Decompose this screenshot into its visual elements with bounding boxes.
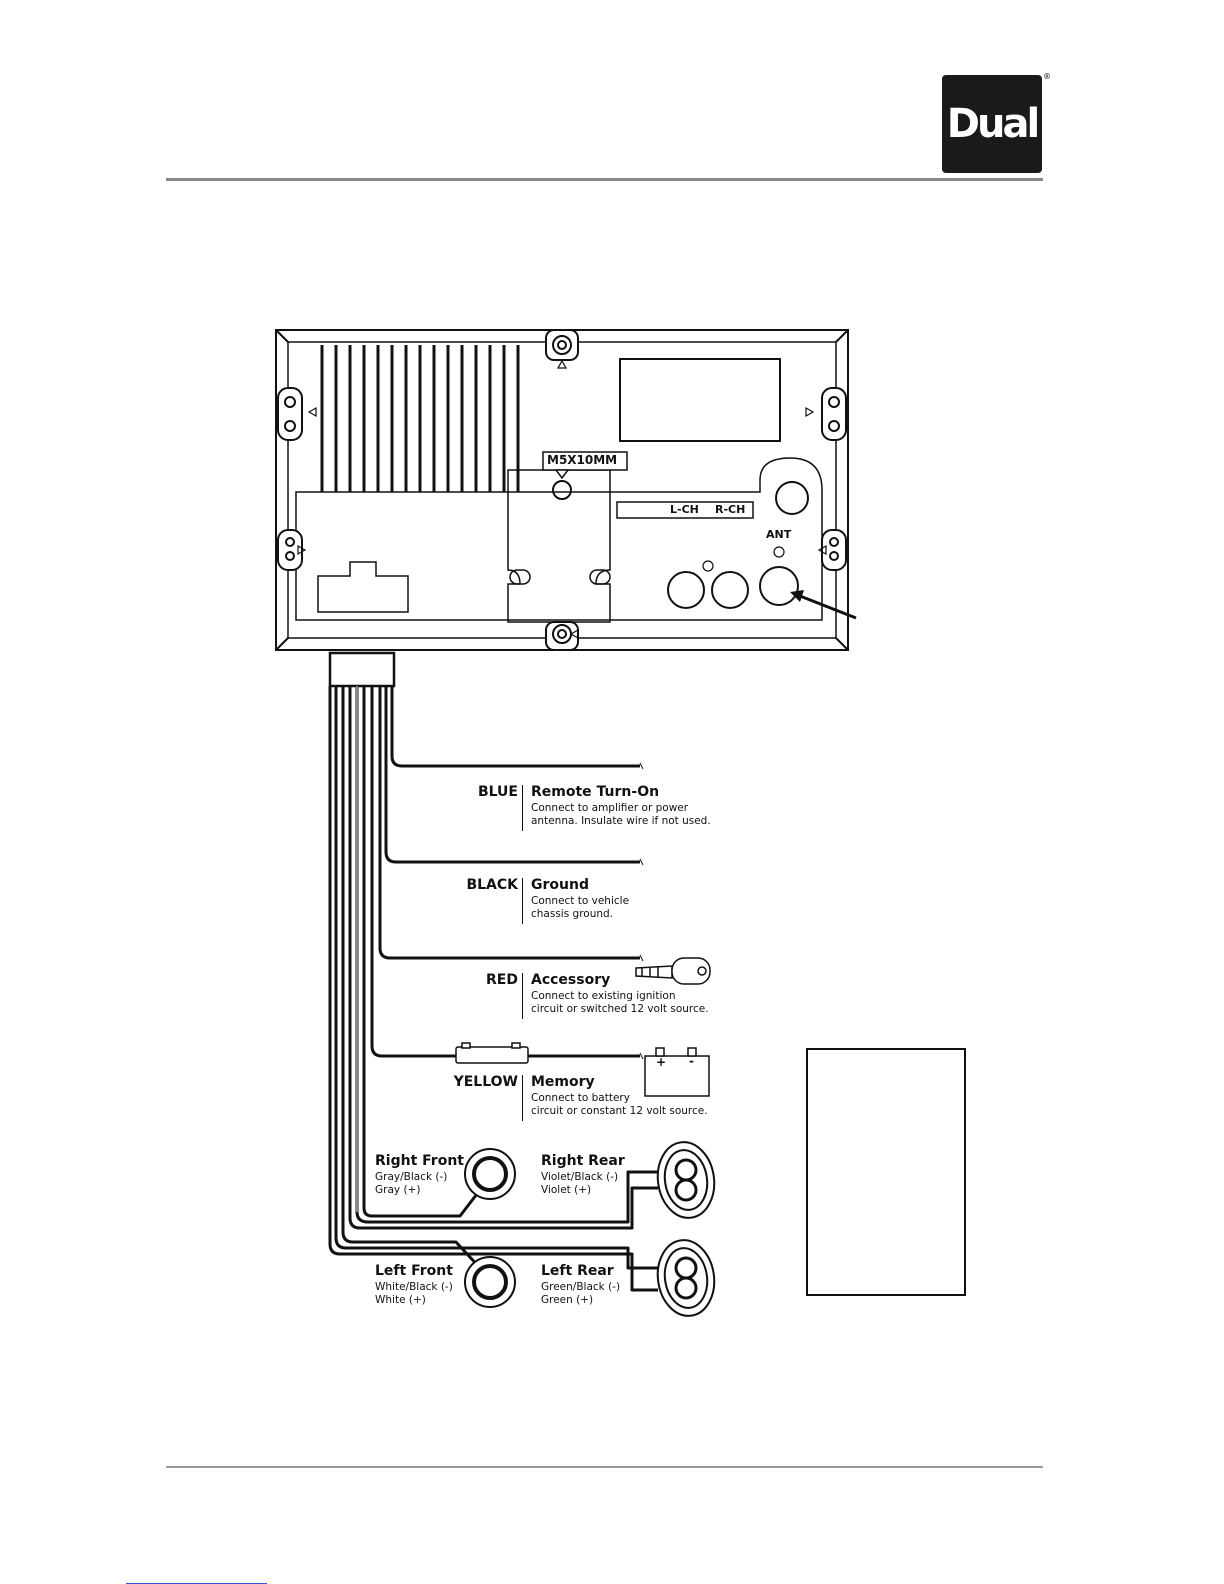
fuse-holder xyxy=(456,1043,528,1063)
speaker-wire-neg: Violet/Black (-) xyxy=(541,1171,619,1183)
wire-function-desc: Connect to existing ignition xyxy=(531,990,676,1002)
wire-function-desc: Connect to battery xyxy=(531,1092,630,1104)
note-box xyxy=(806,1048,966,1296)
wire-function-title: Remote Turn-On xyxy=(531,784,660,800)
antenna-jack xyxy=(760,482,808,605)
harness-plug xyxy=(330,653,394,686)
speaker-wire-pos: Violet (+) xyxy=(541,1184,592,1196)
mounting-bracket xyxy=(508,492,610,622)
screw-size-label: M5X10MM xyxy=(547,453,618,467)
speaker-wire-pos: White (+) xyxy=(375,1294,426,1306)
speaker-title-right-rear: Right Rear xyxy=(541,1153,625,1169)
speaker-wire-pos: Gray (+) xyxy=(375,1184,421,1196)
wire-function-desc: circuit or constant 12 volt source. xyxy=(531,1105,708,1117)
battery-plus-mark: + xyxy=(656,1055,667,1069)
wire-function-desc: Connect to amplifier or power xyxy=(531,802,689,814)
label-divider xyxy=(522,973,523,1019)
speaker-title-right-front: Right Front xyxy=(375,1153,464,1169)
speaker-title-left-front: Left Front xyxy=(375,1263,453,1279)
wire-color-blue: BLUE xyxy=(477,784,518,800)
label-divider xyxy=(522,1075,523,1121)
antenna-label: ANT xyxy=(766,528,792,541)
wire-color-red: RED xyxy=(486,972,518,988)
battery-minus-mark: - xyxy=(689,1054,694,1068)
wire-function-desc: antenna. Insulate wire if not used. xyxy=(531,815,711,827)
wire-function-title: Accessory xyxy=(531,972,611,988)
wire-function-title: Ground xyxy=(531,877,589,893)
speaker-wire-neg: Gray/Black (-) xyxy=(375,1171,448,1183)
label-plate xyxy=(620,359,780,441)
battery-icon xyxy=(645,1048,709,1096)
wire-color-yellow: YELLOW xyxy=(453,1074,518,1090)
harness-socket xyxy=(318,562,408,612)
wire-color-black: BLACK xyxy=(466,877,518,893)
speaker-wire-pos: Green (+) xyxy=(541,1294,594,1306)
speaker-wire-neg: White/Black (-) xyxy=(375,1281,453,1293)
wire-function-desc: Connect to vehicle xyxy=(531,895,630,907)
rear-speakers xyxy=(653,1138,719,1319)
wire-function-desc: chassis ground. xyxy=(531,908,614,920)
label-divider xyxy=(522,878,523,924)
dual-logo: Dual xyxy=(942,75,1042,173)
wire-function-desc: circuit or switched 12 volt source. xyxy=(531,1003,709,1015)
registered-mark: ® xyxy=(1043,72,1051,81)
label-divider xyxy=(522,785,523,831)
rca-left-label: L-CH xyxy=(670,503,699,516)
wire-function-title: Memory xyxy=(531,1074,595,1090)
speaker-title-left-rear: Left Rear xyxy=(541,1263,614,1279)
heatsink-fins xyxy=(322,345,518,492)
rca-jacks xyxy=(668,561,748,608)
ignition-key-icon xyxy=(636,958,710,984)
rca-right-label: R-CH xyxy=(715,503,746,516)
speaker-wire-neg: Green/Black (-) xyxy=(541,1281,621,1293)
